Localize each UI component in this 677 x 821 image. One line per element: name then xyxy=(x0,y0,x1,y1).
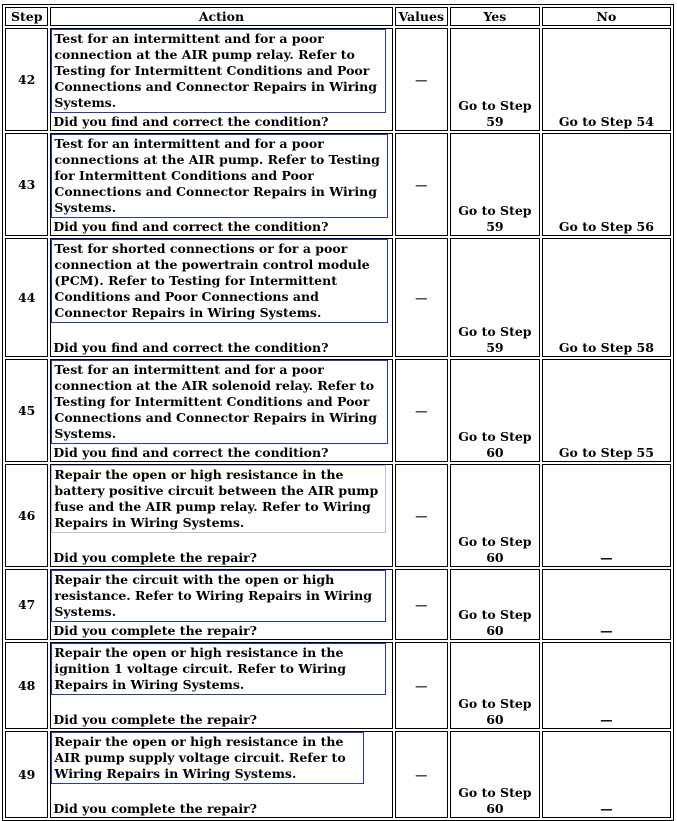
yes-cell: Go to Step 60 xyxy=(450,569,540,640)
table-row xyxy=(5,731,671,818)
no-cell: Go to Step 56 xyxy=(542,133,671,236)
yes-cell: Go to Step 59 xyxy=(450,28,540,131)
action-question: Did you complete the repair? xyxy=(53,623,258,638)
action-cell xyxy=(50,359,392,462)
step-number: 42 xyxy=(5,28,48,131)
action-cell xyxy=(50,642,392,729)
table-row xyxy=(5,642,671,729)
step-number: 45 xyxy=(5,359,48,462)
action-text: Test for an intermittent and for a poor connection at the AIR pump relay. Refer to Testing for Intermittent Conditions and Poor Connections and Connector Repairs in Wiring Systems. xyxy=(51,29,386,113)
header-step: Step xyxy=(5,7,48,26)
action-cell xyxy=(50,464,392,567)
step-number: 47 xyxy=(5,569,48,640)
action-cell xyxy=(50,238,392,357)
action-text: Repair the circuit with the open or high resistance. Refer to Wiring Repairs in Wiring Systems. xyxy=(51,570,386,622)
table-row xyxy=(5,359,671,462)
action-cell xyxy=(50,28,392,131)
diagnostic-table xyxy=(2,4,674,821)
yes-cell: Go to Step 60 xyxy=(450,464,540,567)
no-cell: Go to Step 54 xyxy=(542,28,671,131)
no-cell: Go to Step 55 xyxy=(542,359,671,462)
no-cell: — xyxy=(542,731,671,818)
header-values: Values xyxy=(395,7,448,26)
values-cell: — xyxy=(395,238,448,357)
values-cell: — xyxy=(395,731,448,818)
step-number: 44 xyxy=(5,238,48,357)
no-cell: Go to Step 58 xyxy=(542,238,671,357)
action-question: Did you find and correct the condition? xyxy=(53,219,329,234)
yes-cell: Go to Step 60 xyxy=(450,731,540,818)
table-row xyxy=(5,28,671,131)
no-cell: — xyxy=(542,569,671,640)
values-cell: — xyxy=(395,133,448,236)
values-cell: — xyxy=(395,642,448,729)
yes-cell: Go to Step 60 xyxy=(450,642,540,729)
yes-cell: Go to Step 60 xyxy=(450,359,540,462)
header-no: No xyxy=(542,7,671,26)
action-cell xyxy=(50,133,392,236)
no-cell: — xyxy=(542,464,671,567)
action-text: Repair the open or high resistance in the ignition 1 voltage circuit. Refer to Wiring Repairs in Wiring Systems. xyxy=(51,643,386,695)
header-action: Action xyxy=(50,7,392,26)
action-question: Did you find and correct the condition? xyxy=(53,114,329,129)
yes-cell: Go to Step 59 xyxy=(450,238,540,357)
action-cell xyxy=(50,569,392,640)
values-cell: — xyxy=(395,464,448,567)
table-row xyxy=(5,464,671,567)
values-cell: — xyxy=(395,28,448,131)
action-text: Test for shorted connections or for a poor connection at the powertrain control module (PCM). Refer to Testing for Intermittent Conditions and Poor Connections and Connector Repairs in Wiring Systems. xyxy=(51,239,388,323)
action-question: Did you complete the repair? xyxy=(53,550,258,565)
action-question: Did you find and correct the condition? xyxy=(53,445,329,460)
action-question: Did you complete the repair? xyxy=(53,712,258,727)
step-number: 49 xyxy=(5,731,48,818)
action-text: Test for an intermittent and for a poor connection at the AIR solenoid relay. Refer to Testing for Intermittent Conditions and Poor Connections and Connector Repairs in Wiring Systems. xyxy=(51,360,388,444)
step-number: 46 xyxy=(5,464,48,567)
header-yes: Yes xyxy=(450,7,540,26)
action-text: Repair the open or high resistance in the AIR pump supply voltage circuit. Refer to Wiring Repairs in Wiring Systems. xyxy=(51,732,364,784)
action-text: Test for an intermittent and for a poor connections at the AIR pump. Refer to Testing for Intermittent Conditions and Poor Connections and Connector Repairs in Wiring Systems. xyxy=(51,134,388,218)
table-row xyxy=(5,569,671,640)
table-row xyxy=(5,133,671,236)
table-row xyxy=(5,238,671,357)
values-cell: — xyxy=(395,359,448,462)
action-question: Did you complete the repair? xyxy=(53,801,258,816)
action-text: Repair the open or high resistance in the battery positive circuit between the AIR pump fuse and the AIR pump relay. Refer to Wiring Repairs in Wiring Systems. xyxy=(51,465,386,533)
yes-cell: Go to Step 59 xyxy=(450,133,540,236)
header-row xyxy=(5,7,671,26)
action-question: Did you find and correct the condition? xyxy=(53,340,329,355)
step-number: 43 xyxy=(5,133,48,236)
step-number: 48 xyxy=(5,642,48,729)
values-cell: — xyxy=(395,569,448,640)
action-cell xyxy=(50,731,392,818)
no-cell: — xyxy=(542,642,671,729)
